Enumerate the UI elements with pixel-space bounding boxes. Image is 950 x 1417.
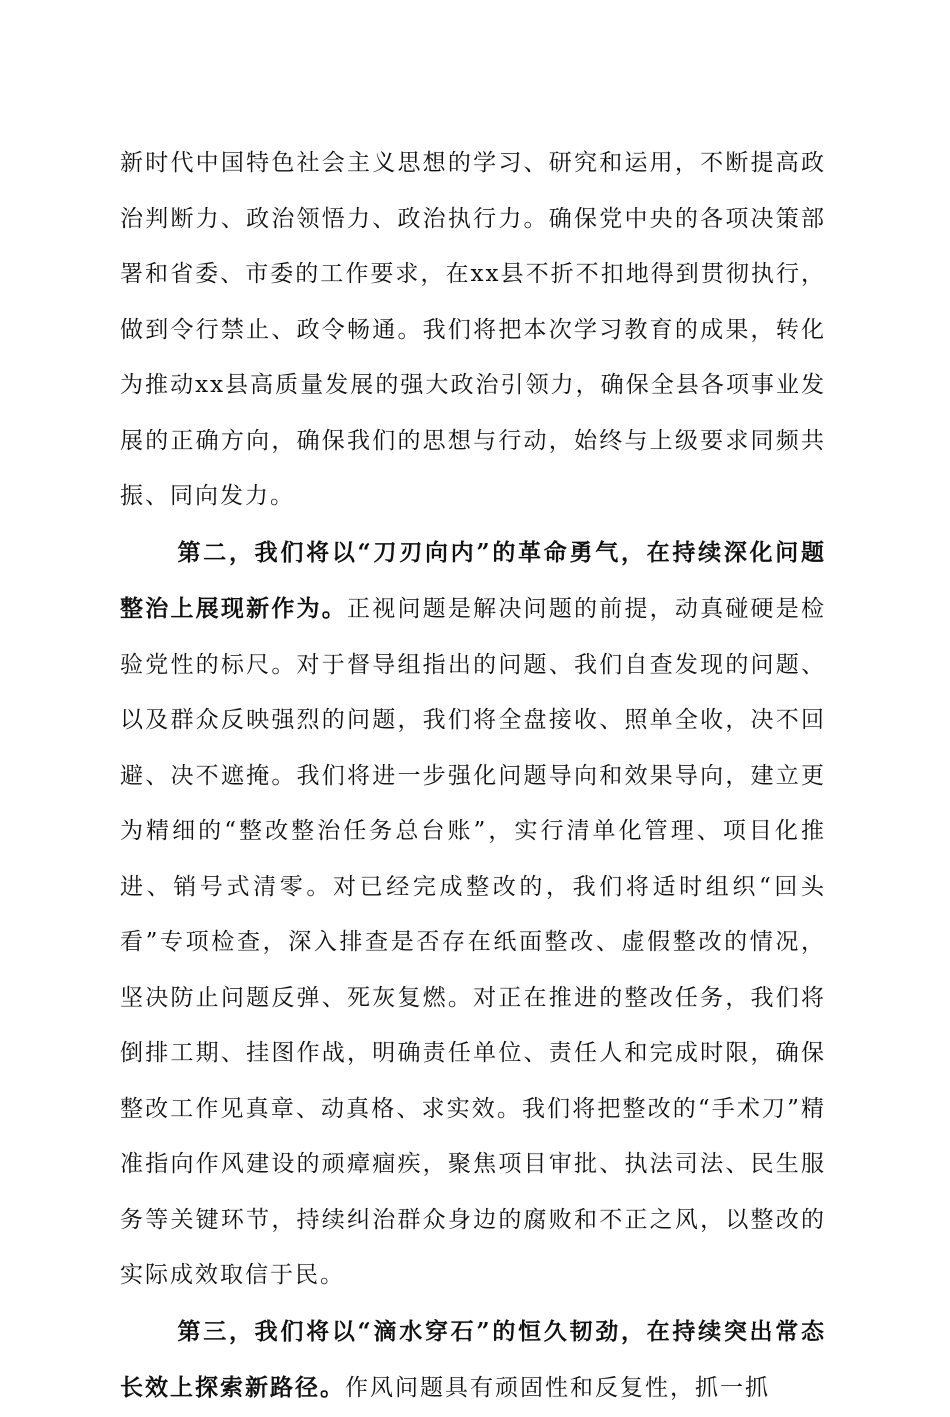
paragraph-3-heading: 第三，我们将以“滴水穿石”的恒久韧劲，在持续突出常态长效上探索新路径。 bbox=[120, 1317, 826, 1401]
paragraph-2-text: 正视问题是解决问题的前提，动真碰硬是检验党性的标尺。对于督导组指出的问题、我们自查发现的问题、以及群众反映强烈的问题，我们将全盘接收、照单全收，决不回避、决不遮掩。我们将进一步强化问题导向和效果导向，建立更为精细的“整改整治任务总台账”，实行清单化管理、项目化推进、销号式清零。对已经完成整改的，我们将适时组织“回头看”专项检查，深入排查是否存在纸面整改、虚假整改的情况，坚决防止问题反弹、死灰复燃。对正在推进的整改任务，我们将倒排工期、挂图作战，明确责任单位、责任人和完成时限，确保整改工作见真章、动真格、求实效。我们将把整改的“手术刀”精准指向作风建设的顽瘴痼疾，聚焦项目审批、执法司法、民生服务等关键环节，持续纠治群众身边的腐败和不正之风，以整改的实际成效取信于民。 bbox=[120, 596, 827, 1288]
document-body bbox=[120, 136, 826, 1417]
paragraph-1-text: 新时代中国特色社会主义思想的学习、研究和运用，不断提高政治判断力、政治领悟力、政治执行力。确保党中央的各项决策部署和省委、市委的工作要求，在xx县不折不扣地得到贯彻执行，做到令行禁止、政令畅通。我们将把本次学习教育的成果，转化为推动xx县高质量发展的强大政治引领力，确保全县各项事业发展的正确方向，确保我们的思想与行动，始终与上级要求同频共振、同向发力。 bbox=[120, 150, 826, 509]
paragraph-3-text: 作风问题具有顽固性和反复性，抓一抓 bbox=[345, 1375, 770, 1401]
paragraph-2 bbox=[120, 525, 826, 1304]
paragraph-1 bbox=[120, 136, 826, 525]
paragraph-2-heading: 第二，我们将以“刀刃向内”的革命勇气，在持续深化问题整治上展现新作为。 bbox=[120, 538, 826, 622]
paragraph-3 bbox=[120, 1304, 826, 1417]
